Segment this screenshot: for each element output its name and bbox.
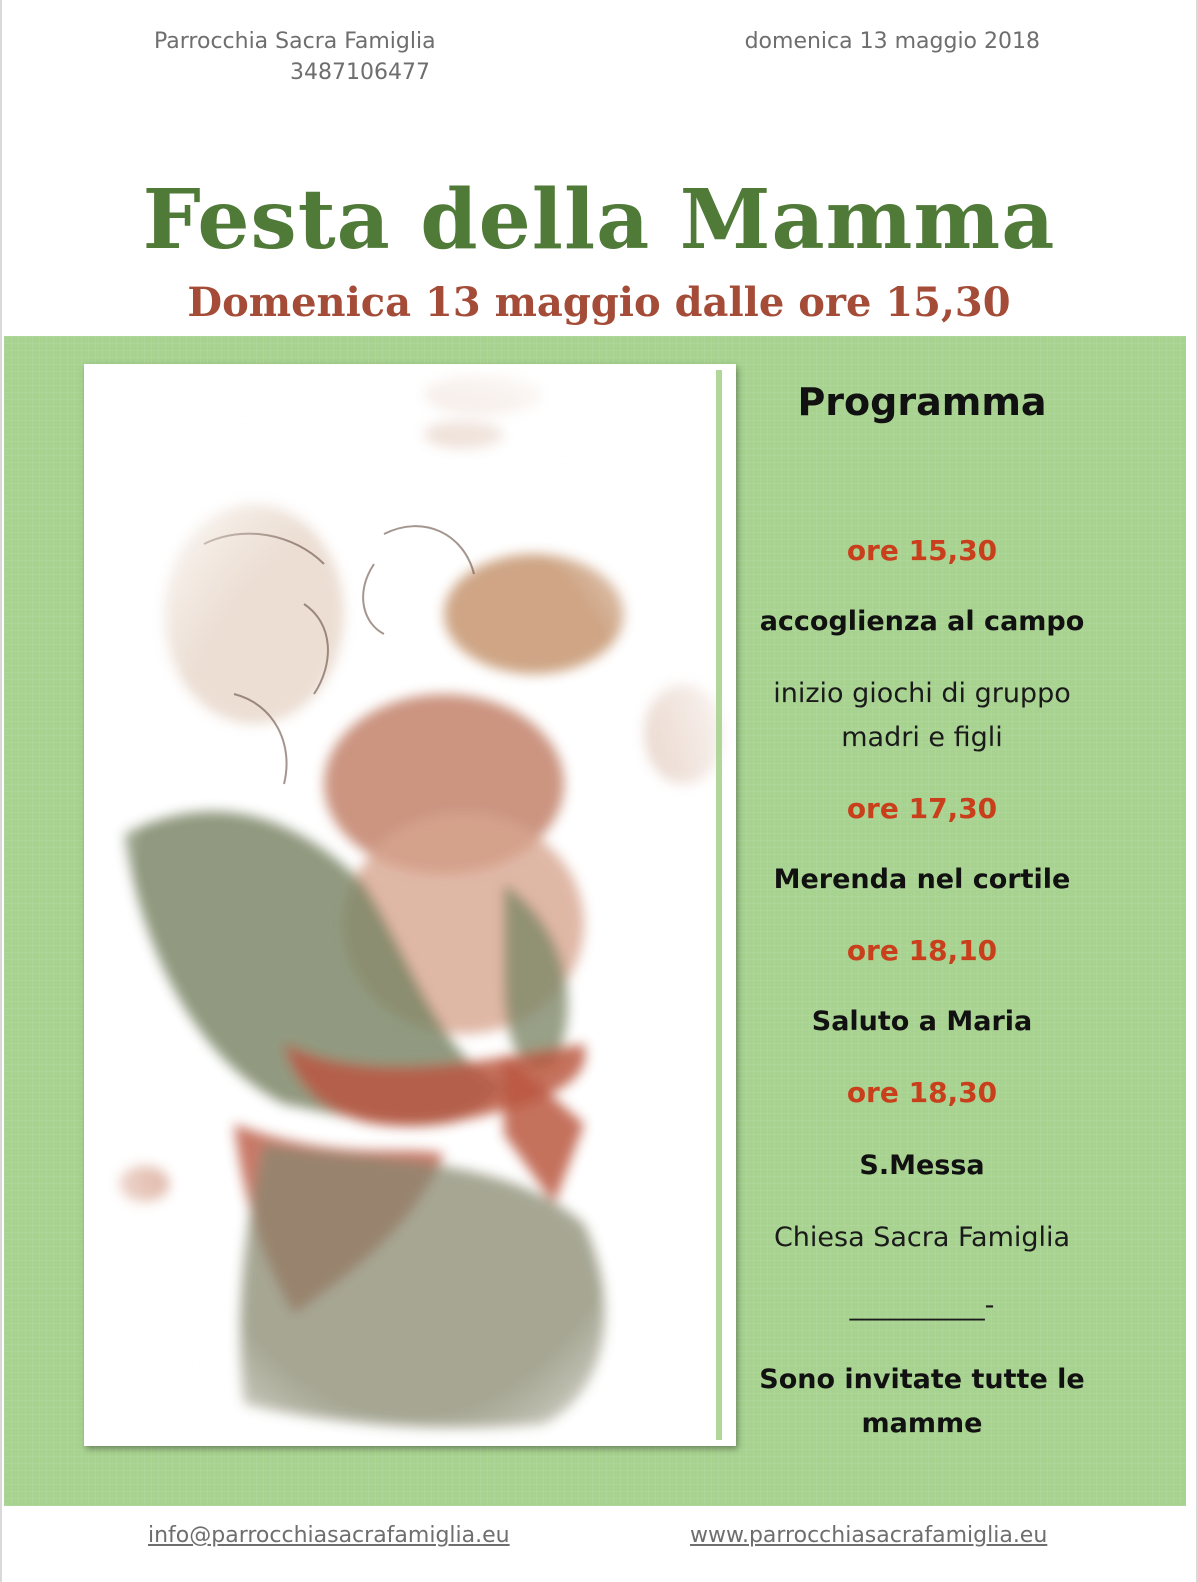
program-detail-4: Chiesa Sacra Famiglia xyxy=(773,1222,1071,1253)
poster-subtitle: Domenica 13 maggio dalle ore 15,30 xyxy=(187,279,1011,326)
mother-child-illustration xyxy=(84,364,736,1446)
footer-website-link[interactable]: www.parrocchiasacrafamiglia.eu xyxy=(690,1523,1048,1548)
program-time-4: ore 18,30 xyxy=(846,1076,998,1109)
program-activity-2: Merenda nel cortile xyxy=(773,864,1071,895)
program-activity-1: accoglienza al campo xyxy=(759,606,1085,637)
program-time-1: ore 15,30 xyxy=(846,534,998,567)
program-detail-1b: madri e figli xyxy=(841,722,1003,753)
illustration-frame xyxy=(84,364,736,1446)
program-divider: __________- xyxy=(849,1290,995,1321)
program-activity-3: Saluto a Maria xyxy=(811,1006,1033,1037)
program-detail-1a: inizio giochi di gruppo xyxy=(773,678,1071,709)
header-left xyxy=(154,26,436,88)
parish-name: Parrocchia Sacra Famiglia xyxy=(154,29,436,54)
footer-email-link[interactable]: info@parrocchiasacrafamiglia.eu xyxy=(148,1523,510,1548)
invitation-line-2: mamme xyxy=(861,1408,983,1439)
parish-phone: 3487106477 xyxy=(290,60,430,85)
program-time-3: ore 18,10 xyxy=(846,934,998,967)
program-activity-4: S.Messa xyxy=(859,1150,985,1181)
program-heading: Programma xyxy=(797,380,1047,424)
poster-title: Festa della Mamma xyxy=(142,172,1056,268)
invitation-line-1: Sono invitate tutte le xyxy=(759,1364,1085,1395)
program-time-2: ore 17,30 xyxy=(846,792,998,825)
header-date: domenica 13 maggio 2018 xyxy=(744,29,1040,54)
